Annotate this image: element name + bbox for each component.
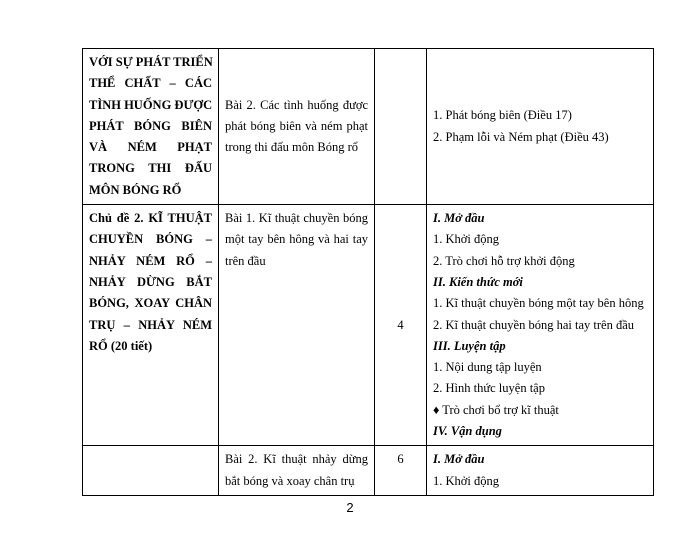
lesson-cell: Bài 1. Kĩ thuật chuyền bóng một tay bên hông và hai tay trên đầu (219, 205, 375, 446)
topic-line: VÀ NÉM PHẠT (89, 140, 212, 155)
periods-cell: 6 (375, 446, 427, 496)
lesson-cell: Bài 2. Kĩ thuật nhảy dừng bắt bóng và xoay chân trụ (219, 446, 375, 496)
content-item: ♦ Trò chơi bổ trợ kĩ thuật (433, 402, 559, 417)
topic-cell (83, 49, 219, 205)
content-item: 2. Trò chơi hỗ trợ khởi động (433, 253, 575, 268)
topic-line: RỔ (20 tiết) (89, 338, 153, 353)
topic-cell-continued (83, 446, 219, 496)
content-item: 1. Phát bóng biên (Điều 17) (433, 108, 572, 123)
page-number: 2 (346, 500, 354, 515)
content-heading: I. Mở đầu (433, 211, 485, 226)
table-row (83, 49, 654, 205)
content-heading: II. Kiến thức mới (433, 274, 523, 289)
content-item: 1. Khởi động (433, 232, 499, 247)
content-item: 2. Hình thức luyện tập (433, 381, 545, 396)
content-cell (427, 446, 654, 496)
topic-line: CHUYỀN BÓNG – (89, 232, 212, 247)
topic-line: TÌNH HUỐNG ĐƯỢC (89, 97, 213, 112)
content-item: 2. Phạm lỗi và Ném phạt (Điều 43) (433, 129, 609, 144)
topic-line: TRỤ – NHẢY NÉM (89, 317, 212, 332)
content-cell (427, 205, 654, 446)
lesson-cell: Bài 2. Các tình huống được phát bóng biên và ném phạt trong thi đấu môn Bóng rổ (219, 49, 375, 205)
content-heading: III. Luyện tập (433, 338, 506, 353)
topic-line: NHẢY DỪNG BẮT (89, 274, 212, 289)
topic-line: TRONG THI ĐẤU (89, 161, 212, 176)
topic-line: Chủ đề 2. KĨ THUẬT (89, 211, 212, 226)
topic-line: BÓNG, XOAY CHÂN (89, 296, 212, 311)
content-item: 1. Kĩ thuật chuyền bóng một tay bên hông (433, 296, 644, 311)
content-item: 1. Khởi động (433, 473, 499, 488)
topic-line: THỂ CHẤT – CÁC (89, 76, 212, 91)
topic-line: PHÁT BÓNG BIÊN (89, 118, 212, 133)
table-row (83, 205, 654, 446)
content-heading: IV. Vận dụng (433, 424, 502, 439)
content-item: 1. Nội dung tập luyện (433, 360, 542, 375)
topic-line: NHẢY NÉM RỔ – (89, 253, 212, 268)
curriculum-table (82, 48, 654, 496)
content-item: 2. Kĩ thuật chuyền bóng hai tay trên đầu (433, 317, 634, 332)
content-cell (427, 49, 654, 205)
topic-line: MÔN BÓNG RỔ (89, 182, 182, 197)
content-heading: I. Mở đầu (433, 452, 485, 467)
periods-cell: 4 (375, 205, 427, 446)
topic-cell (83, 205, 219, 446)
periods-cell (375, 49, 427, 205)
topic-line: VỚI SỰ PHÁT TRIỂN (89, 55, 213, 69)
table-row (83, 446, 654, 496)
